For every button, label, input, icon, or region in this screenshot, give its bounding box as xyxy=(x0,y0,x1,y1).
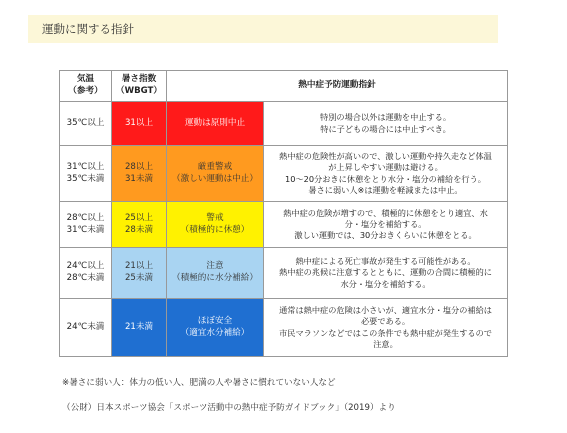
page-title-text: 運動に関する指針 xyxy=(42,22,134,36)
wbgt-cell: 31以上 xyxy=(112,102,167,146)
heatstroke-guideline-table xyxy=(59,70,508,357)
table-row xyxy=(60,146,508,202)
wbgt-cell: 28以上 31未満 xyxy=(112,146,167,202)
level-cell: 運動は原則中止 xyxy=(167,102,264,146)
table-header-row xyxy=(60,71,508,102)
description-cell: 通常は熱中症の危険は小さいが、適宜水分・塩分の補給は 必要である。 市民マラソンなどではこの条件でも熱中症が発生するので 注意。 xyxy=(264,299,508,357)
temp-cell: 24℃以上 28℃未満 xyxy=(60,248,112,299)
description-cell: 熱中症の危険が増すので、積極的に休憩をとり適宜、水 分・塩分を補給する。 激しい運動では、30分おきくらいに休憩をとる。 xyxy=(264,202,508,248)
description-cell: 特別の場合以外は運動を中止する。 特に子どもの場合には中止すべき。 xyxy=(264,102,508,146)
table-row xyxy=(60,248,508,299)
temp-cell: 28℃以上 31℃未満 xyxy=(60,202,112,248)
description-cell: 熱中症の危険性が高いので、激しい運動や持久走など体温 が上昇しやすい運動は避ける。 10～20分おきに休憩をとり水分・塩分の補給を行う。 暑さに弱い人※は運動を軽減または中止。 xyxy=(264,146,508,202)
wbgt-cell: 25以上 28未満 xyxy=(112,202,167,248)
level-cell: 警戒 （積極的に休憩） xyxy=(167,202,264,248)
level-cell: ほぼ安全 （適宜水分補給） xyxy=(167,299,264,357)
level-cell: 注意 （積極的に水分補給） xyxy=(167,248,264,299)
header-wbgt: 暑さ指数 （WBGT） xyxy=(112,71,167,102)
header-guideline: 熱中症予防運動指針 xyxy=(167,71,508,102)
temp-cell: 35℃以上 xyxy=(60,102,112,146)
wbgt-cell: 21以上 25未満 xyxy=(112,248,167,299)
page-title xyxy=(28,15,498,43)
temp-cell: 31℃以上 35℃未満 xyxy=(60,146,112,202)
table-row xyxy=(60,102,508,146)
footnote: ※暑さに弱い人：体力の低い人、肥満の人や暑さに慣れていない人など xyxy=(62,378,336,388)
header-temp: 気温 （参考） xyxy=(60,71,112,102)
source-citation: （公財）日本スポーツ協会「スポーツ活動中の熱中症予防ガイドブック」（2019）より xyxy=(62,403,396,413)
wbgt-cell: 21未満 xyxy=(112,299,167,357)
temp-cell: 24℃未満 xyxy=(60,299,112,357)
level-cell: 厳重警戒 （激しい運動は中止） xyxy=(167,146,264,202)
description-cell: 熱中症による死亡事故が発生する可能性がある。 熱中症の兆候に注意するとともに、運動の合間に積極的に 水分・塩分を補給する。 xyxy=(264,248,508,299)
table-row xyxy=(60,202,508,248)
table-row xyxy=(60,299,508,357)
